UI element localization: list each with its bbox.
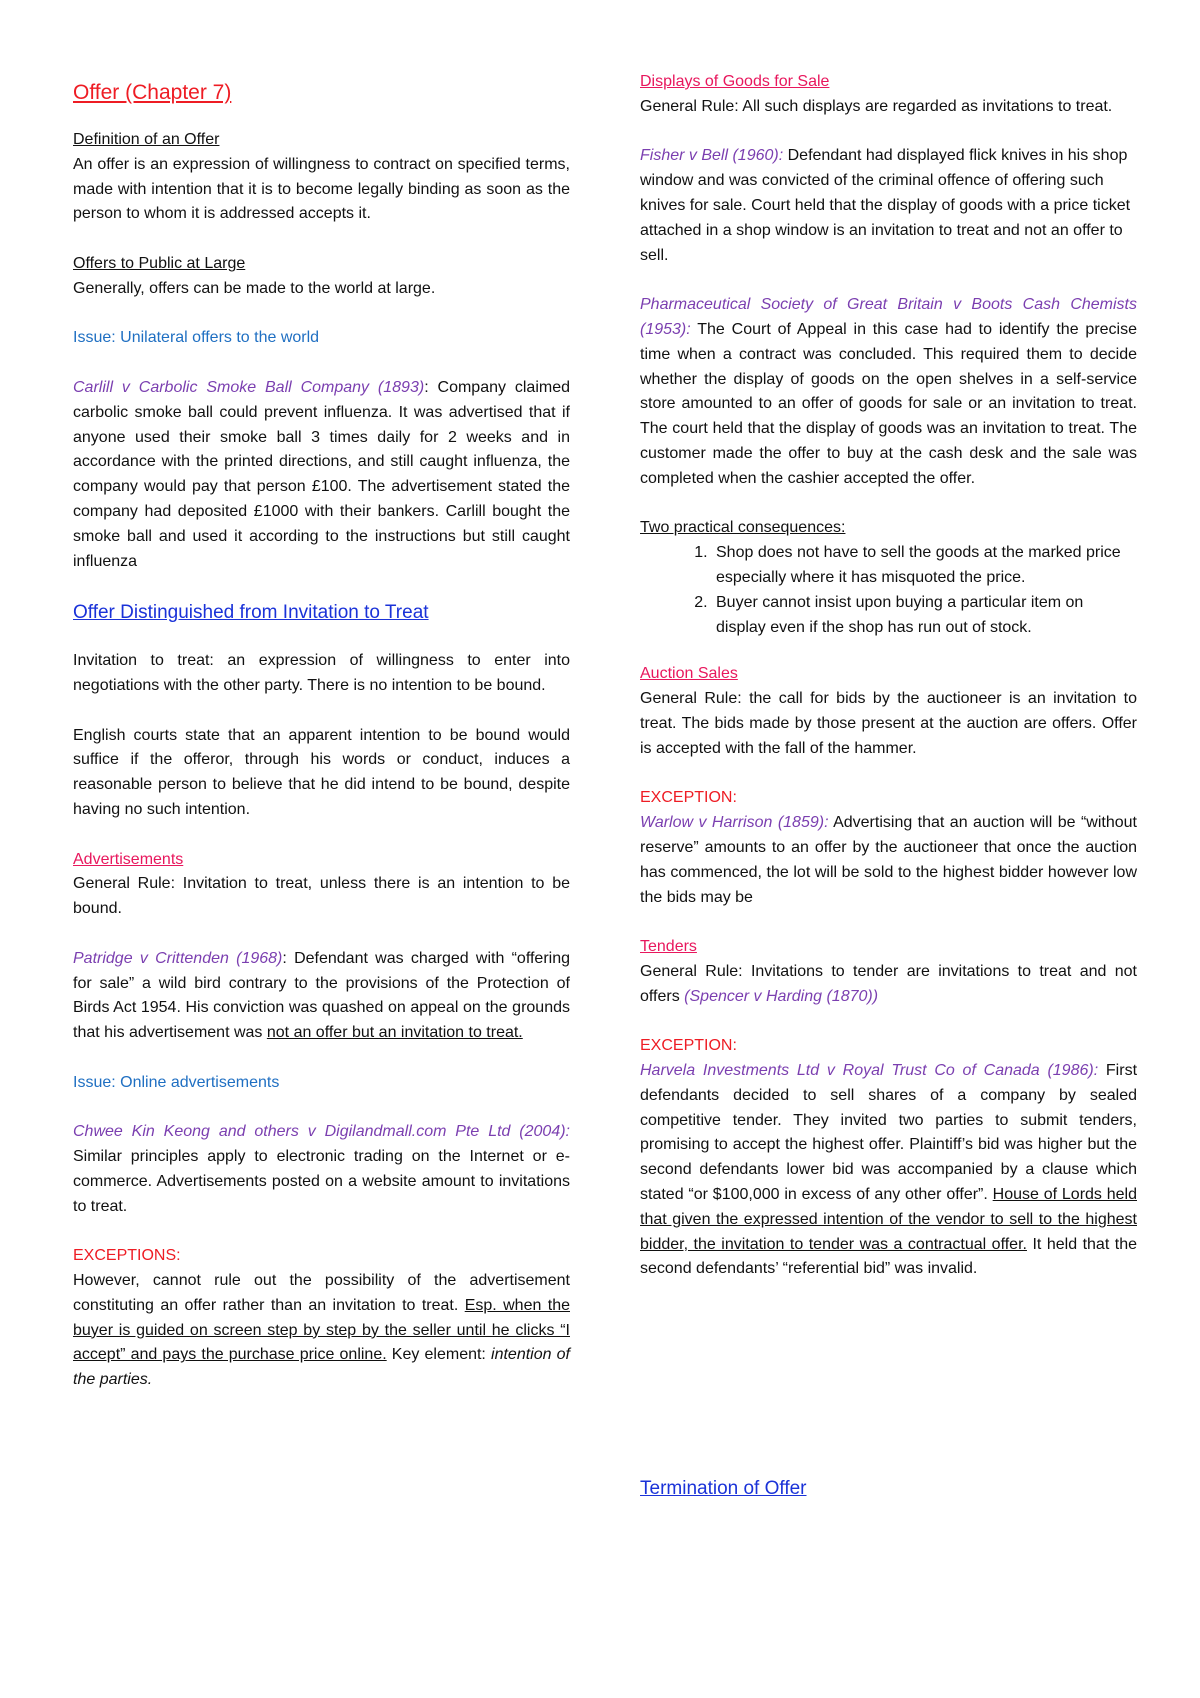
list-item: 2. Buyer cannot insist upon buying a particular item on display even if the shop has run out of stock. bbox=[712, 591, 1137, 641]
adverts-section bbox=[73, 848, 570, 922]
fisher-paragraph bbox=[640, 144, 1137, 268]
harvela-underlined: House of Lords held that given the expressed intention of the vendor to sell to the highest bidder, the invitation to tender was a contractual offer. bbox=[640, 1186, 1137, 1253]
exceptions-key: Key element: bbox=[386, 1346, 492, 1364]
fisher-text: Defendant had displayed flick knives in his shop window and was convicted of the criminal offence of offering such knives for sale. Court held that the display of goods with a price ticket attached in a shop window is an invitation to treat and not an offer to sell. bbox=[640, 147, 1131, 264]
harvela-text: First defendants decided to sell shares of a company by sealed competitive tender. They invited two parties to submit tenders, promising to accept the highest offer. Plaintiff’s bid was higher but the second defendants lower bid was accompanied by a clause which stated “or $100,000 in excess of any other offer”. bbox=[640, 1062, 1138, 1204]
carlill-paragraph bbox=[73, 376, 570, 574]
boots-case-name: Pharmaceutical Society of Great Britain v Boots Cash Chemists (1953): bbox=[640, 296, 1137, 338]
fisher-case-name: Fisher v Bell (1960): bbox=[640, 147, 784, 165]
displays-heading: Displays of Goods for Sale bbox=[640, 73, 830, 90]
chwee-text: Similar principles apply to electronic trading on the Internet or e-commerce. Advertisements posted on a website amount to invitations to treat. bbox=[73, 1148, 570, 1215]
list-item: 1. Shop does not have to sell the goods at the marked price especially where it has misquoted the price. bbox=[712, 541, 1137, 591]
tenders-section bbox=[640, 935, 1137, 1009]
adverts-text: General Rule: Invitation to treat, unless there is an intention to be bound. bbox=[73, 875, 570, 918]
left-column bbox=[73, 70, 570, 1418]
boots-text: The Court of Appeal in this case had to identify the precise time when a contract was concluded. This required them to decide whether the display of goods on the open shelves in a self-service store amounted to an offer of goods for sale or an invitation to treat. The court held that the display of goods was an invitation to treat. The customer made the offer to buy at the cash desk and the sale was completed when the cashier accepted the offer. bbox=[640, 320, 1137, 487]
spacer bbox=[640, 1307, 1137, 1467]
exception-heading: EXCEPTION: bbox=[640, 789, 737, 807]
section-title-itt: Offer Distinguished from Invitation to Treat bbox=[73, 602, 429, 624]
chwee-paragraph bbox=[73, 1120, 570, 1219]
definition-section bbox=[73, 128, 570, 227]
patridge-text: : Defendant was charged with “offering for sale” a wild bird contrary to the provisions of the Protection of Birds Act 1954. His conviction was quashed on appeal on the grounds that his advertisement was bbox=[73, 949, 571, 1042]
definition-heading: Definition of an Offer bbox=[73, 131, 220, 148]
carlill-text: : Company claimed carbolic smoke ball could prevent influenza. It was advertised that if anyone used their smoke ball 3 times daily for 2 weeks and in accordance with the printed directions, and still caught influenza, the company would pay that person £100. The advertisement stated the company had deposited £1000 with their bankers. Carlill bought the smoke ball and used it according to the instructions but still caught influenza bbox=[73, 378, 571, 570]
right-column bbox=[640, 70, 1137, 1525]
consequences-heading: Two practical consequences: bbox=[640, 519, 846, 537]
auction-section bbox=[640, 662, 1137, 761]
harvela-case-name: Harvela Investments Ltd v Royal Trust Co of Canada (1986): bbox=[640, 1062, 1099, 1080]
boots-paragraph bbox=[640, 293, 1137, 491]
page-title: Offer (Chapter 7) bbox=[73, 81, 232, 104]
public-text: Generally, offers can be made to the world at large. bbox=[73, 279, 436, 297]
exception-warlow bbox=[640, 786, 1137, 910]
definition-text: An offer is an expression of willingness to contract on specified terms, made with intention that it is to become legally binding as soon as the person to whom it is addressed accepts it. bbox=[73, 155, 570, 223]
public-section bbox=[73, 252, 570, 302]
exception-harvela bbox=[640, 1034, 1137, 1282]
tenders-text: General Rule: Invitations to tender are invitations to treat and not offers bbox=[640, 962, 1137, 1005]
exceptions-italic: intention of the parties. bbox=[73, 1346, 571, 1389]
chwee-case-name: Chwee Kin Keong and others v Digilandmall.com Pte Ltd (2004): bbox=[73, 1123, 570, 1141]
issue-unilateral: Issue: Unilateral offers to the world bbox=[73, 329, 320, 347]
exception-heading: EXCEPTION: bbox=[640, 1037, 737, 1055]
carlill-case-name: Carlill v Carbolic Smoke Ball Company (1893) bbox=[73, 378, 425, 396]
auction-heading: Auction Sales bbox=[640, 665, 738, 683]
exceptions-underlined: Esp. when the buyer is guided on screen step by step by the seller until he clicks “I accept” and pays the purchase price online. bbox=[73, 1296, 570, 1364]
patridge-paragraph bbox=[73, 947, 570, 1046]
consequences-section bbox=[640, 516, 1137, 640]
consequences-list bbox=[640, 541, 1137, 640]
issue-online: Issue: Online advertisements bbox=[73, 1073, 280, 1091]
warlow-text: Advertising that an auction will be “without reserve” amounts to an offer by the auctioneer that once the auction has commenced, the lot will be sold to the highest bidder however low the bids may be bbox=[640, 814, 1137, 906]
patridge-underlined: not an offer but an invitation to treat. bbox=[266, 1024, 523, 1042]
displays-section bbox=[640, 70, 1137, 120]
exceptions-text: However, cannot rule out the possibility of the advertisement constituting an offer rather than an invitation to treat. bbox=[73, 1272, 570, 1314]
displays-text: General Rule: All such displays are regarded as invitations to treat. bbox=[640, 97, 1113, 115]
auction-text: General Rule: the call for bids by the auctioneer is an invitation to treat. The bids made by those present at the auction are offers. Offer is accepted with the fall of the hammer. bbox=[640, 690, 1137, 757]
english-courts-text: English courts state that an apparent intention to be bound would suffice if the offeror, through his words or conduct, induces a reasonable person to believe that he did intend to be bound, despite having no such intention. bbox=[73, 726, 570, 818]
exceptions-heading: EXCEPTIONS: bbox=[73, 1247, 181, 1265]
adverts-heading: Advertisements bbox=[73, 850, 184, 868]
patridge-case-name: Patridge v Crittenden (1968) bbox=[73, 949, 283, 967]
termination-title: Termination of Offer bbox=[640, 1478, 807, 1500]
harvela-conclusion: It held that the second defendants’ “referential bid” was invalid. bbox=[640, 1235, 1137, 1278]
warlow-case-name: Warlow v Harrison (1859): bbox=[640, 814, 829, 832]
public-heading: Offers to Public at Large bbox=[73, 254, 246, 272]
spencer-case-name: (Spencer v Harding (1870)) bbox=[684, 987, 879, 1005]
exceptions-section bbox=[73, 1244, 570, 1393]
itt-definition: Invitation to treat: an expression of willingness to enter into negotiations with the other party. There is no intention to be bound. bbox=[73, 652, 570, 694]
tenders-heading: Tenders bbox=[640, 938, 697, 956]
